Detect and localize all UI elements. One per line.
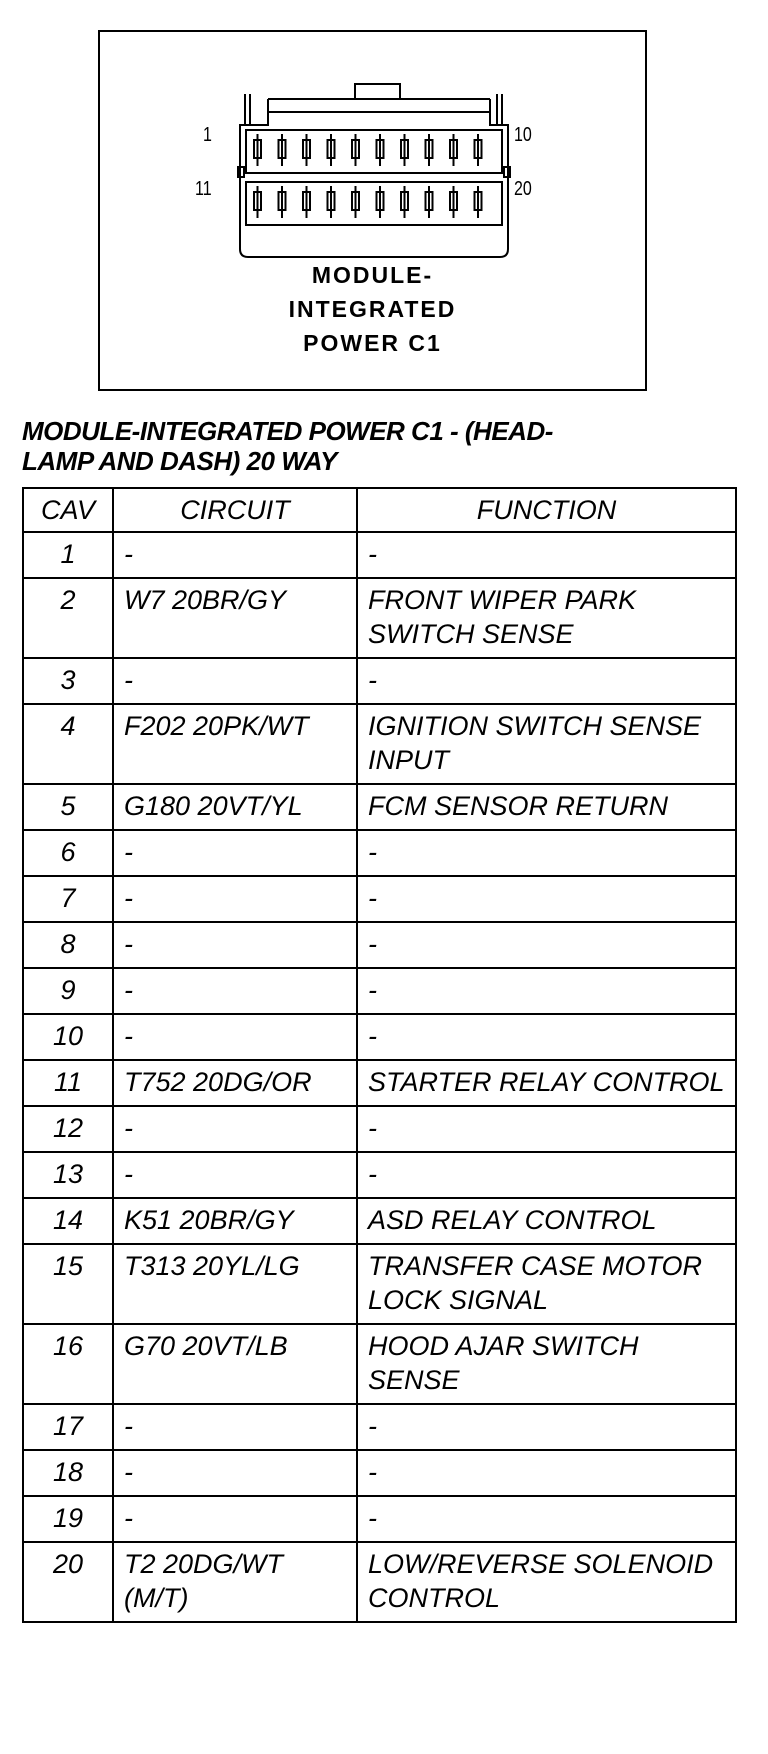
function-cell: TRANSFER CASE MOTOR LOCK SIGNAL [357, 1244, 736, 1324]
header-function: FUNCTION [357, 488, 736, 532]
function-cell: IGNITION SWITCH SENSE INPUT [357, 704, 736, 784]
table-row [23, 1152, 736, 1198]
circuit-cell: G180 20VT/YL [113, 784, 357, 830]
pin-label-10: 10 [514, 124, 532, 146]
table-row [23, 922, 736, 968]
circuit-cell: - [113, 830, 357, 876]
circuit-cell: - [113, 922, 357, 968]
cav-cell: 14 [23, 1198, 113, 1244]
page-title [22, 416, 722, 476]
function-cell: - [357, 830, 736, 876]
table-row [23, 1450, 736, 1496]
table-row [23, 968, 736, 1014]
function-cell: LOW/REVERSE SOLENOID CONTROL [357, 1542, 736, 1622]
circuit-cell: F202 20PK/WT [113, 704, 357, 784]
pin-label-1: 1 [203, 124, 212, 146]
cav-cell: 12 [23, 1106, 113, 1152]
circuit-cell: W7 20BR/GY [113, 578, 357, 658]
cav-cell: 9 [23, 968, 113, 1014]
table-row [23, 1106, 736, 1152]
function-cell: HOOD AJAR SWITCH SENSE [357, 1324, 736, 1404]
circuit-cell: - [113, 1404, 357, 1450]
table-row [23, 1060, 736, 1106]
table-row [23, 1198, 736, 1244]
cav-cell: 19 [23, 1496, 113, 1542]
table-row [23, 658, 736, 704]
function-cell: STARTER RELAY CONTROL [357, 1060, 736, 1106]
circuit-cell: T313 20YL/LG [113, 1244, 357, 1324]
circuit-cell: - [113, 532, 357, 578]
cav-cell: 6 [23, 830, 113, 876]
cav-cell: 1 [23, 532, 113, 578]
circuit-cell: - [113, 1450, 357, 1496]
circuit-cell: K51 20BR/GY [113, 1198, 357, 1244]
circuit-cell: T752 20DG/OR [113, 1060, 357, 1106]
function-cell: - [357, 658, 736, 704]
function-cell: - [357, 1152, 736, 1198]
table-row [23, 784, 736, 830]
connector-name-line-2: INTEGRATED [288, 296, 457, 322]
connector-diagram [98, 30, 647, 391]
function-cell: - [357, 1404, 736, 1450]
connector-name-line-3: POWER C1 [303, 330, 442, 356]
table-row [23, 1404, 736, 1450]
table-row [23, 1496, 736, 1542]
cav-cell: 8 [23, 922, 113, 968]
title-line-2: LAMP AND DASH) 20 WAY [22, 446, 337, 476]
circuit-cell: - [113, 1496, 357, 1542]
cav-cell: 11 [23, 1060, 113, 1106]
cav-cell: 2 [23, 578, 113, 658]
circuit-cell: - [113, 658, 357, 704]
function-cell: - [357, 1496, 736, 1542]
pinout-table [22, 487, 737, 1623]
circuit-cell: - [113, 1106, 357, 1152]
cav-cell: 16 [23, 1324, 113, 1404]
cav-cell: 18 [23, 1450, 113, 1496]
function-cell: FCM SENSOR RETURN [357, 784, 736, 830]
cav-cell: 4 [23, 704, 113, 784]
cav-cell: 13 [23, 1152, 113, 1198]
circuit-cell: - [113, 1014, 357, 1060]
function-cell: FRONT WIPER PARK SWITCH SENSE [357, 578, 736, 658]
function-cell: ASD RELAY CONTROL [357, 1198, 736, 1244]
function-cell: - [357, 922, 736, 968]
table-row [23, 1244, 736, 1324]
header-cav: CAV [23, 488, 113, 532]
circuit-cell: G70 20VT/LB [113, 1324, 357, 1404]
function-cell: - [357, 876, 736, 922]
table-row [23, 1014, 736, 1060]
circuit-cell: T2 20DG/WT (M/T) [113, 1542, 357, 1622]
table-row [23, 1324, 736, 1404]
cav-cell: 5 [23, 784, 113, 830]
table-row [23, 876, 736, 922]
circuit-cell: - [113, 876, 357, 922]
function-cell: - [357, 1014, 736, 1060]
function-cell: - [357, 1106, 736, 1152]
function-cell: - [357, 1450, 736, 1496]
pin-label-20: 20 [514, 178, 532, 200]
pin-label-11: 11 [195, 178, 212, 200]
circuit-cell: - [113, 968, 357, 1014]
table-row [23, 1542, 736, 1622]
table-row [23, 578, 736, 658]
cav-cell: 3 [23, 658, 113, 704]
table-row [23, 704, 736, 784]
cav-cell: 20 [23, 1542, 113, 1622]
cav-cell: 15 [23, 1244, 113, 1324]
table-row [23, 830, 736, 876]
cav-cell: 10 [23, 1014, 113, 1060]
title-line-1: MODULE-INTEGRATED POWER C1 - (HEAD- [22, 416, 553, 446]
header-circuit: CIRCUIT [113, 488, 357, 532]
connector-name-line-1: MODULE- [311, 262, 434, 288]
table-header-row [23, 488, 736, 532]
cav-cell: 7 [23, 876, 113, 922]
function-cell: - [357, 968, 736, 1014]
table-row [23, 532, 736, 578]
function-cell: - [357, 532, 736, 578]
cav-cell: 17 [23, 1404, 113, 1450]
circuit-cell: - [113, 1152, 357, 1198]
